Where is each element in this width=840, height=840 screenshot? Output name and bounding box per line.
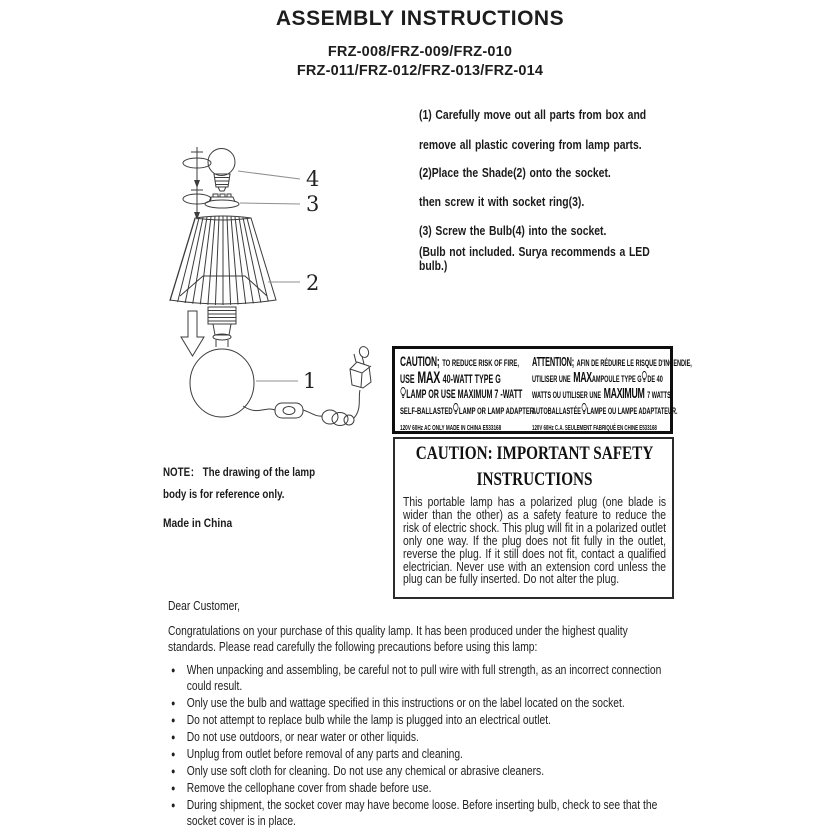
model-numbers-line2: FRZ-011/FRZ-012/FRZ-013/FRZ-014 (296, 63, 544, 79)
part-label-2: 2 (306, 271, 320, 295)
caution-label-english: CAUTION; TO REDUCE RISK OF FIRE, USE MAX 40-WATT TYPE G LAMP OR USE MAXIMUM 7 -WATT SELF-BALLASTED LAMP OR LAMP ADAPTER. 120V 60Hz AC ONLY MADE IN CHINA E533168 (400, 354, 536, 432)
part-label-3: 3 (306, 192, 320, 216)
electrical-rating: 120V 60Hz C.A. SEULEMENT FABRIQUÉ EN CHINE E533168 (532, 423, 657, 432)
safety-instructions-box (393, 437, 674, 599)
lamp-diagram (150, 135, 400, 440)
precaution-item: ● Do not attempt to replace bulb while the lamp is plugged into an electrical outlet. (168, 712, 686, 728)
screw-arrow-icon (183, 147, 211, 188)
safety-heading-line1: CAUTION: IMPORTANT SAFETY (415, 443, 654, 464)
reference-note (163, 467, 329, 529)
step-line: (2)Place the Shade(2) onto the socket. (419, 165, 611, 180)
power-cord (243, 390, 360, 426)
lamp-socket (208, 307, 236, 347)
model-numbers-line1: FRZ-008/FRZ-009/FRZ-010 (327, 44, 513, 60)
part-label-1: 1 (303, 369, 317, 393)
precaution-item: ● During shipment, the socket cover may have become loose. Before inserting bulb, check to see that the socket cover is in place. (168, 797, 686, 829)
salutation: Dear Customer, (168, 598, 241, 613)
part-label-4: 4 (306, 167, 320, 191)
precaution-item: ● Only use the bulb and wattage specified in this instructions or on the label located on the socket. (168, 695, 686, 711)
assembly-steps (419, 108, 687, 273)
step-line: (3) Screw the Bulb(4) into the socket. (419, 223, 607, 238)
made-in-china: Made in China (163, 516, 233, 530)
bulb-part (208, 149, 235, 192)
caution-rating-label (392, 346, 692, 434)
precaution-item: ● Only use soft cloth for cleaning. Do not use any chemical or abrasive cleaners. (168, 763, 686, 779)
step-line: then screw it with socket ring(3). (419, 193, 585, 209)
page-title: ASSEMBLY INSTRUCTIONS (275, 7, 565, 30)
letter-intro: Congratulations on your purchase of this quality lamp. It has been produced under the highest quality standards. Please read carefully the following precautions before using this lamp: (168, 623, 628, 654)
safety-heading-line2: INSTRUCTIONS (476, 469, 593, 490)
socket-ring-part (205, 194, 239, 208)
down-arrow-icon (181, 311, 204, 356)
precautions-list (168, 662, 686, 829)
safety-body-text: This portable lamp has a polarized plug (one blade is wider than the other) as a safety feature to reduce the risk of electric shock. This plug will fit in a polarized outlet only one way. If the plug does not fit fully in the outlet, reverse the plug. If it still does not fit, contact a qualified electrician. Never use with an extension cord unless the plug can be fully inserted. Do not alter the plug. (403, 494, 667, 587)
note-line1: NOTE： The drawing of the lamp (163, 467, 316, 479)
attention-word: ATTENTION; (532, 355, 574, 369)
note-line2: body is for reference only. (163, 489, 285, 501)
caution-label-french: ATTENTION; AFIN DE RÉDUIRE LE RISQUE D'INCENDIE, UTILISER UNE MAXAMPOULE TYPE G DE 40 WATTS OU UTILISER UNE MAXIMUM 7 WATTS AUTOBALLASTÉE LAMPE OU LAMPE ADAPTATEUR. 120V 60Hz C.A. SEULEMENT FABRIQUÉ EN CHINE E533168 (532, 355, 692, 432)
step-line: remove all plastic covering from lamp parts. (419, 136, 642, 152)
precaution-item: ● Remove the cellophane cover from shade before use. (168, 780, 686, 796)
customer-letter (168, 598, 686, 830)
electrical-rating: 120V 60Hz AC ONLY MADE IN CHINA E533168 (400, 423, 502, 432)
lamp-drawing-svg (150, 135, 400, 440)
precaution-item: ● Do not use outdoors, or near water or other liquids. (168, 729, 686, 745)
precaution-item: ● When unpacking and assembling, be careful not to pull wire with full strength, as an incorrect connection could result. (168, 662, 686, 694)
shade-part (170, 216, 276, 305)
step-line: (1) Carefully move out all parts from box and (419, 107, 647, 122)
precaution-item: ● Unplug from outlet before removal of any parts and cleaning. (168, 746, 686, 762)
step-note: (Bulb not included. Surya recommends a LED bulb.) (419, 243, 650, 273)
power-plug (350, 345, 371, 388)
caution-word: CAUTION; (400, 354, 440, 369)
